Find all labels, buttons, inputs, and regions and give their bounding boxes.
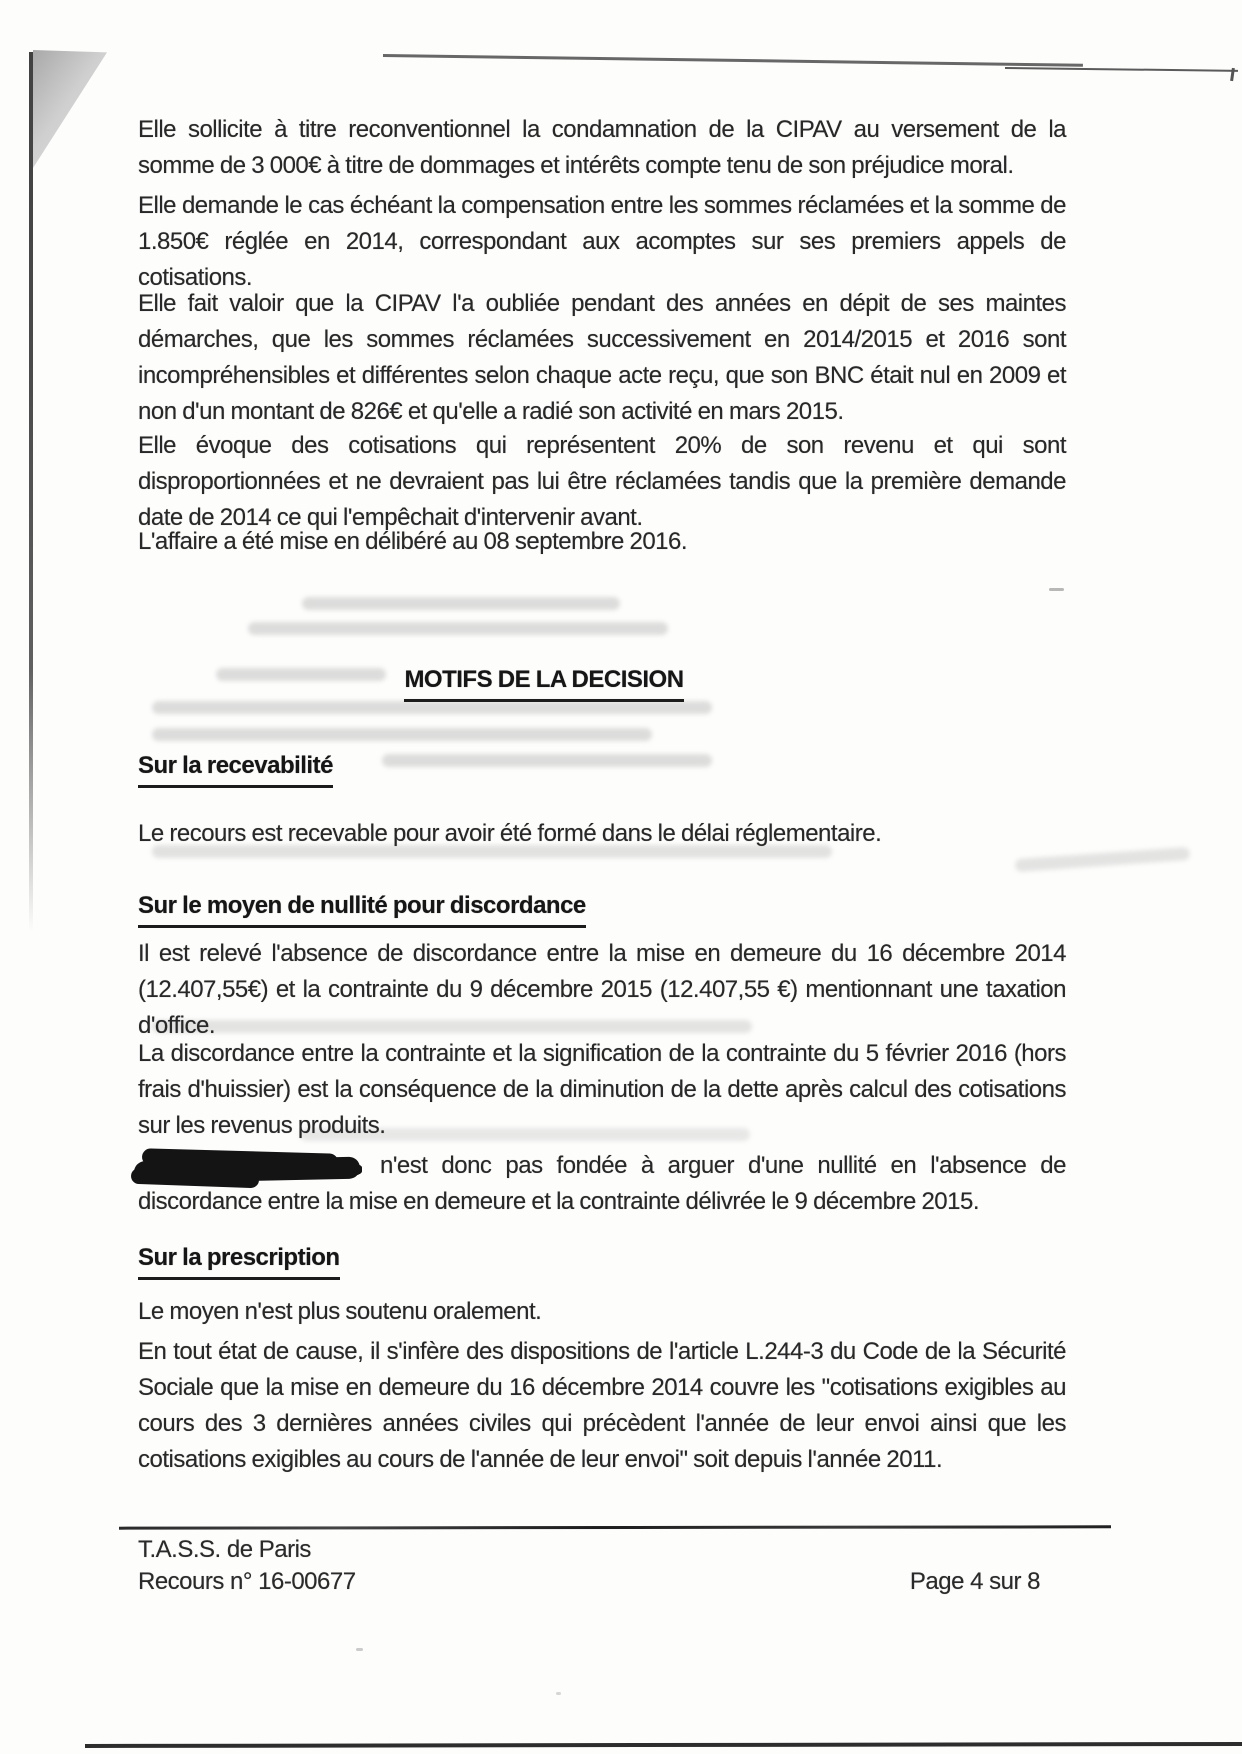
- scan-speck: [556, 1692, 561, 1695]
- section-title-motifs-text: MOTIFS DE LA DECISION: [404, 662, 683, 702]
- scan-edge-line-top: [383, 54, 1083, 67]
- scan-edge-hook: [1230, 68, 1235, 81]
- scan-speck: [1049, 588, 1064, 591]
- paragraph-cotisations-20pct: Elle évoque des cotisations qui représentent 20% de son revenu et qui sont disproportionnées et ne devraient pas lui être réclamées tandis que la première demande date de 2014 ce qui l'empêchait d'intervenir avant.: [138, 432, 1066, 531]
- scan-speck: [356, 1648, 363, 1651]
- paragraph-discordance-signification: La discordance entre la contrainte et la signification de la contrainte du 5 février 2016 (hors frais d'huissier) est la conséquence de la diminution de la dette après calcul des cotisations sur les revenus produits.: [138, 1040, 1066, 1139]
- footer-rule: [119, 1525, 1111, 1529]
- paragraph-demande-reconventionnelle: Elle sollicite à titre reconventionnel la condamnation de la CIPAV au versement de la somme de 3 000€ à titre de dommages et intérêts compte tenu de son préjudice moral.: [138, 116, 1066, 179]
- subsection-recevabilite-text: Sur la recevabilité: [138, 748, 333, 788]
- scan-fold-artifact: [33, 50, 107, 168]
- footer-case-number: Recours n° 16-00677: [138, 1568, 356, 1595]
- subsection-nullite-discordance: [138, 888, 1066, 928]
- bleed-through-text: [302, 597, 620, 610]
- paragraph-mise-en-delibere: L'affaire a été mise en délibéré au 08 septembre 2016.: [138, 528, 688, 555]
- scan-edge-line-top-right: [1005, 67, 1238, 72]
- scan-edge-line-bottom: [85, 1742, 1242, 1748]
- bleed-through-text: [152, 728, 652, 741]
- paragraph-moyen-non-soutenu: Le moyen n'est plus soutenu oralement.: [138, 1298, 542, 1325]
- subsection-nullite-discordance-text: Sur le moyen de nullité pour discordance: [138, 888, 586, 928]
- paragraph-compensation: Elle demande le cas échéant la compensation entre les sommes réclamées et la somme de 1.850€ réglée en 2014, correspondant aux acomptes sur ses premiers appels de cotisations.: [138, 192, 1066, 291]
- section-title-motifs: [138, 662, 1066, 702]
- paragraph-fait-valoir: Elle fait valoir que la CIPAV l'a oubliée pendant des années en dépit de ses maintes démarches, que les sommes réclamées successivement en 2014/2015 et 2016 sont incompréhensibles et différentes selon chaque acte reçu, que son BNC était nul en 2009 et non d'un montant de 826€ et qu'elle a radié son activité en mars 2015.: [138, 290, 1066, 425]
- redaction-stroke: [332, 1162, 362, 1177]
- paragraph-non-fondee: n'est donc pas fondée à arguer d'une nullité en l'absence de discordance entre la mise en demeure et la contrainte délivrée le 9 décembre 2015.: [138, 1152, 1066, 1215]
- redaction-mark: [134, 1150, 366, 1192]
- paragraph-absence-discordance: Il est relevé l'absence de discordance entre la mise en demeure du 16 décembre 2014 (12.407,55€) et la contrainte du 9 décembre 2015 (12.407,55 €) mentionnant une taxation d'office.: [138, 940, 1066, 1039]
- bleed-through-text: [248, 622, 668, 635]
- footer-page-indicator: Page 4 sur 8: [909, 1568, 1040, 1595]
- bleed-through-text: [152, 701, 712, 714]
- subsection-recevabilite: [138, 748, 1066, 788]
- footer-court-name: T.A.S.S. de Paris: [138, 1536, 311, 1563]
- paragraph-article-l244-3: En tout état de cause, il s'infère des dispositions de l'article L.244-3 du Code de la Sécurité Sociale que la mise en demeure du 16 décembre 2014 couvre les "cotisations exigibles au cours des 3 dernières années civiles qui précèdent l'année de leur envoi ainsi que les cotisations exigibles au cours de l'année de leur envoi" soit depuis l'année 2011.: [138, 1338, 1066, 1473]
- subsection-prescription: [138, 1240, 1066, 1280]
- redaction-stroke: [131, 1168, 259, 1188]
- subsection-prescription-text: Sur la prescription: [138, 1240, 340, 1280]
- scan-left-margin-line: [29, 52, 33, 932]
- paragraph-recours-recevable: Le recours est recevable pour avoir été formé dans le délai réglementaire.: [138, 820, 882, 847]
